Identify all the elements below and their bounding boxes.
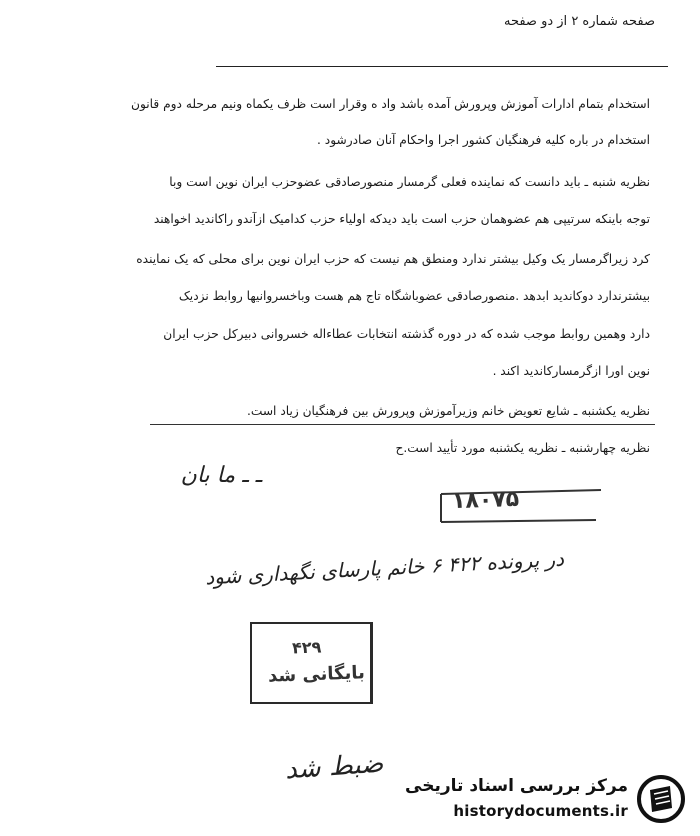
text-line: استخدام در باره کلیه فرهنگیان کشور اجرا واحکام آنان صادرشود . xyxy=(317,133,650,147)
watermark xyxy=(405,770,692,828)
text-line: کرد زیراگرمسار یک وکیل بیشتر ندارد ومنطق هم نیست که حزب ایران نوین برای محلی که یک نماینده xyxy=(136,252,650,266)
stamp-frame xyxy=(436,486,606,526)
watermark-url: historydocuments.ir xyxy=(453,802,628,820)
text-line: نظریه چهارشنبه ـ نظریه یکشنبه مورد تأیید است.ح xyxy=(395,441,650,455)
text-line: نظریه یکشنبه ـ شایع تعویض خانم وزیرآموزش وپرورش بین فرهنگیان زیاد است. xyxy=(247,404,650,418)
text-line: دارد وهمین روابط موجب شده که در دوره گذشته انتخابات عطاءاله خسروانی دبیرکل حزب ایران xyxy=(163,327,650,341)
stamp-box-text: بایگانی شد xyxy=(267,662,366,687)
text-line: نظریه شنبه ـ باید دانست که نماینده فعلی گرمسار منصورصادقی عضوحزب ایران نوین است وبا xyxy=(169,175,650,189)
text-line: توجه باینکه سرتیپی هم عضوهمان حزب است باید دیدکه اولیاء حزب کدامیک ازآندو راکاندید اخواهند xyxy=(153,212,650,226)
header-rule xyxy=(216,66,668,67)
underline-rule xyxy=(150,424,655,425)
text-line: بیشترندارد دوکاندید ابدهد .منصورصادقی عضوباشگاه تاج هم هست وباخسروانیها روابط نزدیک xyxy=(178,289,650,303)
archive-logo-icon xyxy=(636,774,686,824)
watermark-title: مرکز بررسی اسناد تاریخی xyxy=(405,776,628,796)
archive-stamp xyxy=(250,622,373,704)
handwritten-signature: ضبط شد xyxy=(284,748,385,786)
text-line: استخدام بتمام ادارات آموزش وپرورش آمده باشد واد ه وقرار است ظرف یکماه ونیم مرحله دوم قانون xyxy=(131,97,650,111)
handwritten-mark: ـ ـ ما بان xyxy=(180,463,262,488)
text-line: نوین اورا ازگرمسارکاندید اکند . xyxy=(492,364,650,378)
stamp-number: ۱۸۰۷۵ xyxy=(451,486,520,515)
handwritten-note: در پرونده ۴۲۲ ۶ خانم پارسای نگهداری شود xyxy=(204,546,565,590)
stamp-box-number: ۴۲۹ xyxy=(291,637,322,658)
page-number-header: صفحه شماره ۲ از دو صفحه xyxy=(503,14,655,29)
